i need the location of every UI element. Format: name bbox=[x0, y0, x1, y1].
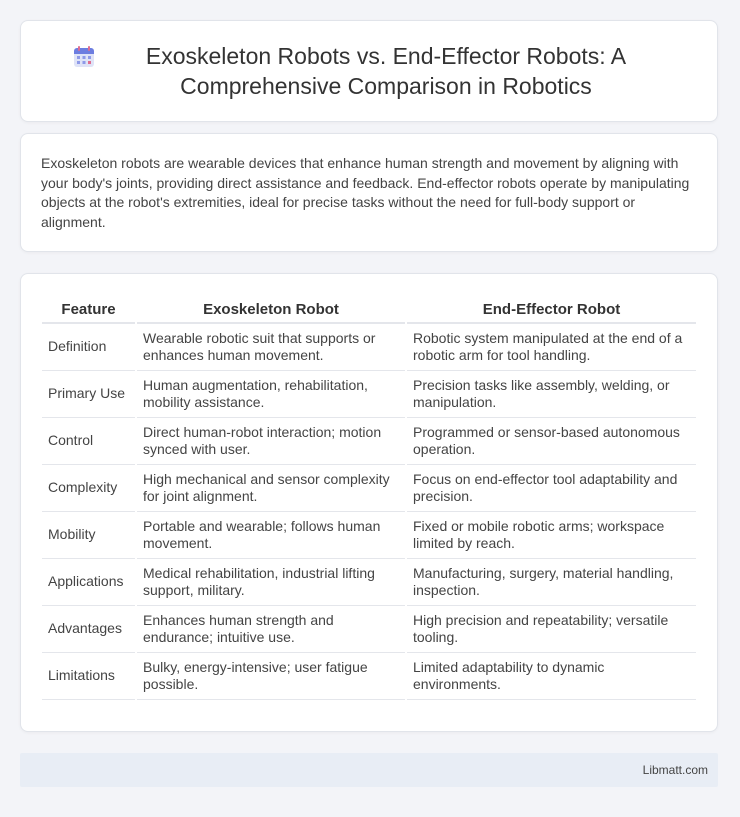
intro-text: Exoskeleton robots are wearable devices that enhance human strength and movement by aligning with your body's joints, providing direct assistance and feedback. End-effector robots operate by manipulating objects at the robot's extremities, ideal for precise tasks without the need for full-body support or alignment. bbox=[41, 155, 690, 230]
feature-cell: Mobility bbox=[42, 512, 135, 559]
header-feature: Feature bbox=[42, 294, 135, 324]
table-row bbox=[42, 512, 696, 559]
page-title: Exoskeleton Robots vs. End-Effector Robots: A Comprehensive Comparison in Robotics bbox=[145, 43, 627, 99]
end-effector-cell: Programmed or sensor-based autonomous operation. bbox=[407, 418, 696, 465]
feature-cell: Limitations bbox=[42, 653, 135, 700]
exoskeleton-cell: Portable and wearable; follows human movement. bbox=[137, 512, 405, 559]
footer bbox=[20, 753, 718, 787]
exoskeleton-cell: Human augmentation, rehabilitation, mobility assistance. bbox=[137, 371, 405, 418]
table-row bbox=[42, 559, 696, 606]
feature-cell: Advantages bbox=[42, 606, 135, 653]
end-effector-cell: Focus on end-effector tool adaptability and precision. bbox=[407, 465, 696, 512]
end-effector-cell: Limited adaptability to dynamic environments. bbox=[407, 653, 696, 700]
exoskeleton-cell: Direct human-robot interaction; motion synced with user. bbox=[137, 418, 405, 465]
end-effector-cell: Robotic system manipulated at the end of a robotic arm for tool handling. bbox=[407, 324, 696, 371]
comparison-card bbox=[20, 273, 718, 732]
calendar-icon bbox=[72, 45, 96, 69]
feature-cell: Applications bbox=[42, 559, 135, 606]
table-header-row bbox=[42, 294, 696, 324]
table-row bbox=[42, 653, 696, 700]
table-row bbox=[42, 324, 696, 371]
table-row bbox=[42, 465, 696, 512]
exoskeleton-cell: Medical rehabilitation, industrial lifting support, military. bbox=[137, 559, 405, 606]
exoskeleton-cell: High mechanical and sensor complexity for joint alignment. bbox=[137, 465, 405, 512]
feature-cell: Definition bbox=[42, 324, 135, 371]
feature-cell: Complexity bbox=[42, 465, 135, 512]
header-end-effector: End-Effector Robot bbox=[407, 294, 696, 324]
table-row bbox=[42, 606, 696, 653]
title-card bbox=[20, 20, 718, 122]
title-wrap bbox=[72, 41, 666, 101]
header-exoskeleton: Exoskeleton Robot bbox=[137, 294, 405, 324]
end-effector-cell: Manufacturing, surgery, material handling, inspection. bbox=[407, 559, 696, 606]
exoskeleton-cell: Bulky, energy-intensive; user fatigue possible. bbox=[137, 653, 405, 700]
end-effector-cell: High precision and repeatability; versatile tooling. bbox=[407, 606, 696, 653]
feature-cell: Primary Use bbox=[42, 371, 135, 418]
end-effector-cell: Precision tasks like assembly, welding, or manipulation. bbox=[407, 371, 696, 418]
intro-card bbox=[20, 133, 718, 252]
table-row bbox=[42, 418, 696, 465]
table-row bbox=[42, 371, 696, 418]
exoskeleton-cell: Wearable robotic suit that supports or enhances human movement. bbox=[137, 324, 405, 371]
exoskeleton-cell: Enhances human strength and endurance; intuitive use. bbox=[137, 606, 405, 653]
footer-site-link[interactable]: Libmatt.com bbox=[642, 763, 708, 777]
end-effector-cell: Fixed or mobile robotic arms; workspace limited by reach. bbox=[407, 512, 696, 559]
comparison-table bbox=[40, 294, 698, 700]
feature-cell: Control bbox=[42, 418, 135, 465]
